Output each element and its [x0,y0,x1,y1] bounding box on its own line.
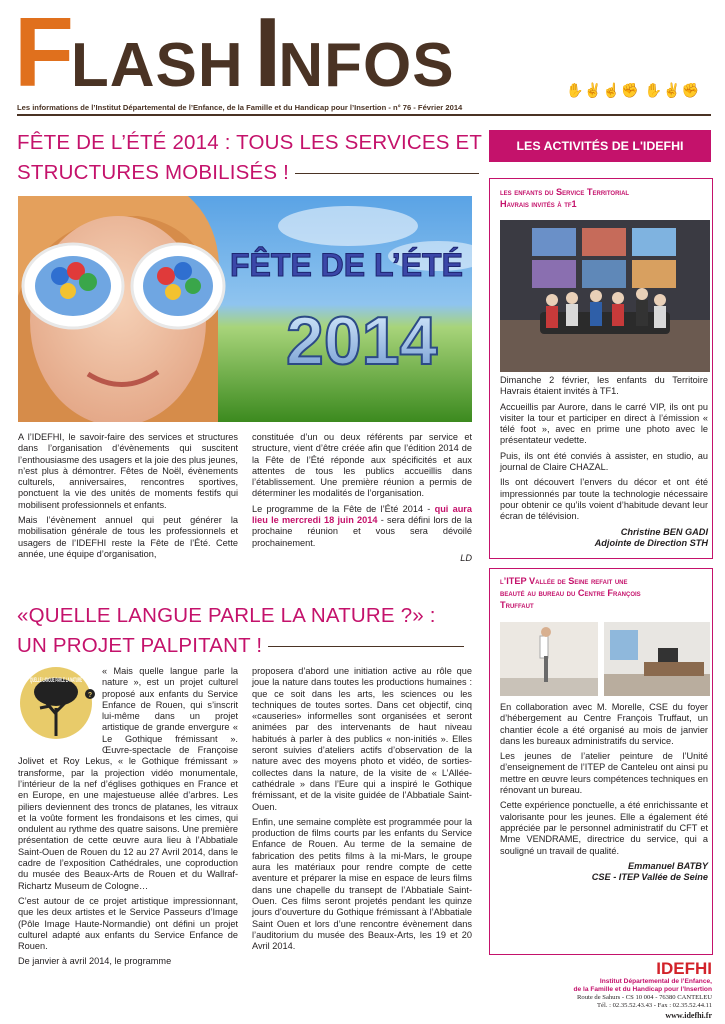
article2-col2 [252,666,472,956]
footer-name-line2: de la Famille et du Handicap pour l’Insertion [573,986,712,993]
sidebar-item1-p1: Dimanche 2 février, les enfants du Territoire Havrais étaient invités à TF1. [500,375,708,397]
article2-col2-p2: Enfin, une semaine complète est programmée pour la production de films courts par les enfants du Service Enfance de Rouen. Au terme de la semaine de fabrication des petits films à la mi-Mars, le groupe aura les matériaux pour rendre compte de cette aventure et préparer la mise en espace de leurs films dans une chapelle du transept de l’Abbatiale Saint-Ouen. Ces films seront projetés pendant les quinze jours d’ouverture du Gothique frémissant à l’Abbatiale Saint Ouen et lors d’une rencontre évènement dans l’auditorium du musée des Beaux-Arts, les 19 et 20 Avril 2014. [252,816,472,952]
sidebar-item1-text [500,375,708,549]
article1-title-line1: FÊTE DE L’ÉTÉ 2014 : TOUS LES SERVICES ET [17,131,483,154]
masthead-i: I [254,0,279,107]
footer-logo: IDEFHI [656,959,712,978]
article1-col2-p1: constituée d’un ou deux référents par service et structure, vient d’être créée afin que l’édition 2014 de la Fête de l’Été réponde aux spécificités et aux attentes de tous les publics accueillis dans l’établissement. Une première réunion a permis de déterminer les modalités de l’organisation. [252,432,472,499]
footer-address: Route de Sahurs - CS 10 004 - 76380 CANTELEU [577,994,712,1001]
article2-col1 [18,666,238,972]
tf1-photo [500,220,710,372]
svg-text:?: ? [87,692,93,699]
sidebar-item2-p3: Cette expérience ponctuelle, a été enrichissante et valorisante pour les jeunes. Elle a également été appréciée par le personnel administratif du CFT et Mme VENDRAME, directrice du service, qui a souligné un travail de qualité. [500,800,708,856]
sidebar-item1-sig-role: Adjointe de Direction STH [594,537,708,548]
article2-col1-p2: C’est autour de ce projet artistique impressionnant, que les deux artistes et le Service Passeurs d’Image (Pôle Image Haute-Normandie) ont défini un projet culturel adapté aux enfants du Service Enfance de Rouen. [18,895,238,952]
masthead-rule [17,114,711,116]
article2-col2-p1: proposera d’abord une initiation active au rôle que joue la nature dans toutes les productions humaines : que ce soit dans les arts, les sciences ou les techniques de toutes sortes. Dans cet objectif, cinq «causeries» informelles sont organisées et seront animées par des intervenants de haut niveau habitués à parler à des publics « non-initiés ». Elles seront suivies d’ateliers actifs d’observation de la nature avec des moyens photo et vidéo, de sorties-collectes dans la nature, de la visite de « L’Allée-cathédrale » dans l’Eure qui a inspiré le Gothique frémissant, et de la visite guidée de l’Abbatiale Saint-Ouen. [252,666,472,812]
sidebar-item2-title: l’ITEP Vallée de Seine refait une beauté au bureau du Centre François Truffaut [500,576,641,610]
footer-name-line1: Institut Départemental de l’Enfance, [599,978,712,985]
itep-photo-1 [500,622,598,696]
sidebar-item1-p4: Ils ont découvert l’envers du décor et ont été impressionnés par toute la technologie nécessaire pour obtenir ce qu’ils voient d’habitude devant leur écran de télévision. [500,477,708,522]
masthead-f: F [14,0,71,107]
article1-col2 [252,432,472,564]
footer [540,960,712,1021]
sidebar-item1-p3: Puis, ils ont été conviés à assister, en studio, au journal de Claire CHAZAL. [500,450,708,473]
article2-title-line1: «QUELLE LANGUE PARLE LA NATURE ?» : [17,604,436,627]
sidebar-item2-sig-name: Emmanuel BATBY [628,860,708,871]
article1-title [17,128,482,188]
sidebar-item2-sig-role: CSE - ITEP Vallée de Seine [591,871,708,882]
hero-title: FÊTE DE L’ÉTÉ [230,247,463,283]
sidebar-item2-text [500,702,708,883]
hero-illustration [18,196,472,422]
sidebar-item1-title: les enfants du Service Territorial Havrais invités à tf1 [500,187,630,209]
article1-col1-p1: A l’IDEFHI, le savoir-faire des services et structures dans l’organisation d’évènements qui suscitent l’enthousiasme des usagers et la joie des plus jeunes, n’est plus à démontrer. Fêtes de Noël, évènements culturels, anniversaires, rencontres sportives, ponctuent la vie des unités de moments festifs qui mobilisent professionnels et enfants. [18,432,238,510]
article1-col1 [18,432,238,564]
article2-title [17,601,464,661]
article1-title-line2: STRUCTURES MOBILISÉS ! [17,161,290,184]
article2-title-line2: UN PROJET PALPITANT ! [17,634,263,657]
footer-phone: Tél. : 02.35.52.43.43 - Fax : 02.35.52.44.11 [597,1002,712,1009]
masthead-lash: LASH [70,31,244,100]
article1-signature: LD [460,552,472,563]
sidebar-item2-p1: En collaboration avec M. Morelle, CSE du foyer d’hébergement au Centre François Truffaut, un chantier école a été organisé au mois de janvier dans les bureaux administratifs du service. [500,702,708,746]
sidebar-item2-p2: Les jeunes de l’atelier peinture de l’Unité d’enseignement de l’ITEP de Canteleu ont ainsi pu mettre en œuvre leurs compétences techniques en rénovant un bureau. [500,751,708,796]
footer-website-link[interactable]: www.idefhi.fr [665,1011,712,1020]
masthead-subtitle: Les informations de l’Institut Départemental de l’Enfance, de la Famille et du Handicap pour l’Insertion - n° 76 - Février 2014 [17,103,463,112]
hero-year: 2014 [286,303,438,379]
sidebar-item1-sig-name: Christine BEN GADI [620,526,708,537]
article1-col2-p2: Le programme de la Fête de l’Été 2014 - qui aura lieu le mercredi 18 juin 2014 - sera défini lors de la prochaine réunion et vous sera dévoilé prochainement. [252,503,472,548]
article2-col1-p1: « Mais quelle langue parle la nature », est un projet culturel proposé aux enfants du Service Enfance de Rouen, qui s’inscrit lui-même dans un projet artistique de grande envergure « Le Gothique frémissant ». Œuvre-spectacle de Françoise Jolivet et Roy Lekus, « le Gothique frémissant » transforme, par la projection vidéo monumentale, l’intérieur de la nef d’églises gothiques en France et en Europe, en une majestueuse allée d’arbres. Les piliers deviennent des troncs de platanes, les vitraux et la voûte forment les frondaisons et les cimes, qui ondulent au rythme des quatre saisons. Une première présentation de cette œuvre aura lieu à l’Abbatiale Saint-Ouen de Rouen du 12 au 27 Avril 2014, dans le cadre de l’exposition Cathédrales, une coproduction du musée des Beaux-Arts de Rouen et du Wallraf-Richartz Museum de Cologne… [18,666,238,891]
article1-col1-p2: Mais l’évènement annuel qui peut générer la mobilisation générale de tous les professionnels et usagers de l’IDEFHI reste la Fête de l’Été. Cette année, une équipe d’organisation, [18,515,238,559]
event-date: qui aura lieu le mercredi 18 juin 2014 [252,503,472,526]
sidebar-header: LES ACTIVITÉS DE L'IDEFHI [489,130,711,162]
sidebar-item1-p2: Accueillis par Aurore, dans le carré VIP, ils ont pu visiter la tour et participer en direct à l’émission « télé foot », avec en prime une photo avec le présentateur vedette. [500,401,708,446]
article2-col1-p3: De janvier à avril 2014, le programme [18,956,172,967]
itep-photo-2 [604,622,710,696]
hero-image [18,196,472,422]
nature-logo-text: QUELLE LANGUE PARLE LA NATURE [30,677,83,684]
sign-language-icon: ✋✌☝✊ ✋✌✊ [566,82,700,98]
masthead-nfos: NFOS [278,31,455,100]
